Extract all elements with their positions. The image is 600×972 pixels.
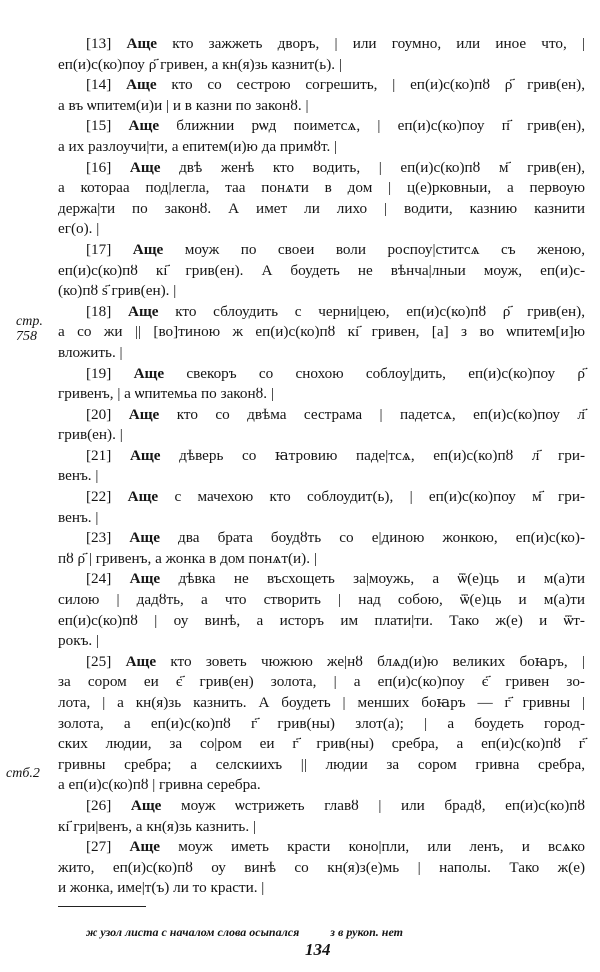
line-text: ближнии рѡд поиметсѧ, | еп(и)с(ко)поу п҃ грив(ен),: [176, 117, 585, 135]
line-text: кто зажжеть дворъ, | или гоумно, или иное что, |: [172, 35, 585, 52]
line-text: с мачехою кто соблоудит(ь), | еп(и)с(ко)поу м҃ гри-: [174, 488, 586, 506]
line-text: за сором еи є҃ грив(ен) золота, | а еп(и)с(ко)поу є҃ гривен зо-: [58, 673, 585, 691]
line-text: силою | дадȣть, а что створить | над собою, ѿ(е)ць и м(а)ти: [58, 591, 585, 609]
margin-note-number: 758: [16, 329, 37, 344]
text-line: [58, 322, 585, 343]
article-first-line: [58, 652, 585, 673]
line-text: кı҃ гри|венъ, а кн(я)зь казнить. |: [58, 817, 256, 835]
line-text: еп(и)с(ко)поу ρ҃ гривен, а кн(я)зь казнит(ь). |: [58, 55, 342, 73]
article-number: [23]: [86, 529, 130, 547]
text-line: [58, 693, 585, 714]
text-line: [58, 384, 585, 405]
line-text: а еп(и)с(ко)пȣ | гривна серебра.: [58, 776, 261, 794]
line-text: а их разлоучи|ти, а епитем(и)ю да примȣт. |: [58, 137, 338, 155]
line-text: моуж по своеи воли роспоу|ститсѧ съ женою,: [184, 240, 585, 258]
line-text: золота, а еп(и)с(ко)пȣ г҃ грив(ны) злот(а); | а боудеть город-: [58, 714, 585, 732]
article-first-line: [58, 158, 585, 179]
line-text: а со жи || [во]тиною ж еп(и)с(ко)пȣ кı҃ гривен, [а] з во ѡпитем[и]ю: [58, 323, 585, 341]
line-text: а котораа под|легла, таа понѧти в дом | ц(е)рковныи, а первоую: [58, 179, 585, 197]
article-incipit: Аще: [128, 405, 160, 423]
text-line: [58, 425, 585, 446]
article-first-line: [58, 569, 585, 590]
article-incipit: Аще: [127, 488, 159, 506]
article-incipit: Аще: [129, 158, 161, 176]
article-first-line: [58, 116, 585, 137]
text-line: [58, 755, 585, 776]
article-first-line: [58, 75, 585, 96]
line-text: кто сблоудить с черни|цею, еп(и)с(ко)пȣ ρ҃ грив(ен),: [175, 302, 585, 320]
article-number: [24]: [86, 570, 130, 588]
text-line: [58, 590, 585, 611]
article-first-line: [58, 446, 585, 467]
body-text: [58, 34, 585, 899]
article-incipit: Аще: [129, 570, 161, 588]
footnote-divider: [58, 906, 146, 907]
text-line: [58, 281, 585, 302]
article-number: [19]: [86, 364, 134, 382]
text-line: [58, 137, 585, 158]
article-incipit: Аще: [126, 35, 158, 52]
line-text: держа|ти по законȣ. А имет ли лихо | водити, казнию казнити: [58, 199, 585, 217]
text-line: [58, 878, 585, 899]
line-text: лота, | а кн(я)зь казнить. А боудеть | менших боꙗръ — г҃ гривны |: [58, 694, 585, 711]
line-text: грив(ен). |: [58, 426, 123, 444]
text-line: [58, 466, 585, 487]
article-first-line: [58, 796, 585, 817]
article-incipit: Аще: [128, 302, 159, 320]
text-line: [58, 199, 585, 220]
line-text: рокъ. |: [58, 632, 100, 650]
article-first-line: [58, 240, 585, 261]
line-text: гривенъ, | а ѡпитемьа по законȣ. |: [58, 385, 274, 403]
article-incipit: Аще: [128, 117, 160, 135]
article-first-line: [58, 528, 585, 549]
article-first-line: [58, 487, 585, 508]
article-number: [25]: [86, 652, 126, 670]
article-first-line: [58, 405, 585, 426]
line-text: дѣвка не въсхощеть за|моужь, а ѿ(е)ць и м(а)ти: [178, 570, 585, 588]
text-line: [58, 631, 585, 652]
line-text: два брата боудȣть со е|диною жонкою, еп(и)с(ко)-: [178, 529, 585, 547]
text-line: [58, 714, 585, 735]
margin-note-column: стб.2: [6, 766, 40, 781]
margin-note-label: стр.: [16, 314, 43, 329]
text-line: [58, 96, 585, 117]
article-first-line: [58, 364, 585, 385]
page-number: 134: [305, 940, 331, 959]
line-text: еп(и)с(ко)пȣ кı҃ грив(ен). А боудеть не вѣнча|лныи моуж, еп(и)с-: [58, 261, 585, 279]
line-text: жито, еп(и)с(ко)пȣ оу винѣ со кн(я)з(е)мь | наполы. Тако ж(е): [58, 858, 585, 876]
line-text: и жонка, име|т(ъ) ли то красти. |: [58, 879, 265, 897]
footnote-z: з в рукоп. нет: [330, 925, 403, 939]
article-number: [14]: [86, 76, 127, 94]
line-text: гривны сребра; а селскиихъ || людии за сором гривна сребра,: [58, 755, 585, 773]
line-text: кто зоветь чюжюю же|нȣ блѧд(и)ю великих боꙗръ, |: [170, 652, 585, 670]
text-line: [58, 343, 585, 364]
text-line: [58, 549, 585, 570]
text-line: [58, 508, 585, 529]
text-line: [58, 817, 585, 838]
article-first-line: [58, 837, 585, 858]
text-line: [58, 261, 585, 282]
line-text: ег(о). |: [58, 220, 100, 238]
text-line: [58, 611, 585, 632]
line-text: ских людии, за со|ром еи г҃ грив(ны) сребра, а еп(и)с(ко)пȣ г҃: [58, 735, 585, 753]
article-incipit: Аще: [126, 76, 157, 94]
text-line: [58, 672, 585, 693]
footnote-zh: ж узол листа с началом слова осыпался: [86, 925, 300, 939]
margin-note-page: [16, 314, 43, 344]
line-text: дѣверь со ꙗтровию паде|тсѧ, еп(и)с(ко)пȣ л҃ гри-: [179, 446, 586, 464]
line-text: свекоръ со снохою соблоу|дить, еп(и)с(ко)поу ρ҃: [186, 364, 585, 382]
line-text: кто со двѣма сестрама | падетсѧ, еп(и)с(ко)поу л҃: [176, 405, 585, 423]
article-incipit: Аще: [125, 652, 157, 670]
line-text: моуж иметь красти коно|пли, или ленъ, и всѧко: [178, 838, 585, 856]
article-number: [27]: [86, 838, 130, 856]
line-text: двѣ женѣ кто водить, | еп(и)с(ко)пȣ м҃ грив(ен),: [179, 158, 585, 176]
line-text: венъ. |: [58, 508, 99, 526]
article-incipit: Аще: [132, 240, 164, 258]
article-number: [17]: [86, 240, 133, 258]
text-line: [58, 858, 585, 879]
article-number: [22]: [86, 488, 128, 506]
article-incipit: Аще: [133, 364, 165, 382]
article-number: [18]: [86, 302, 129, 320]
article-number: [26]: [86, 796, 131, 814]
article-number: [21]: [86, 446, 130, 464]
article-number: [16]: [86, 158, 130, 176]
line-text: (ко)пȣ ѕ҃ грив(ен). |: [58, 282, 177, 300]
article-incipit: Аще: [129, 529, 160, 547]
text-line: [58, 178, 585, 199]
article-first-line: [58, 302, 585, 323]
article-incipit: Аще: [129, 446, 161, 464]
article-first-line: [58, 34, 585, 55]
article-number: [15]: [86, 117, 129, 135]
line-text: пȣ ρ҃ | гривенъ, а жонка в дом понѧт(и). |: [58, 549, 317, 567]
line-text: а въ ѡпитем(и)и | и в казни по законȣ. |: [58, 96, 309, 114]
article-number: [20]: [86, 405, 129, 423]
text-line: [58, 775, 585, 796]
text-line: [58, 219, 585, 240]
footnotes: [86, 925, 431, 940]
line-text: еп(и)с(ко)пȣ | оу винѣ, а исторъ им плати|ти. Тако ж(е) и ѿт-: [58, 611, 585, 629]
article-number: [13]: [86, 35, 127, 52]
text-line: [58, 734, 585, 755]
text-line: [58, 55, 585, 76]
article-incipit: Аще: [130, 796, 162, 814]
line-text: вложить. |: [58, 343, 123, 361]
article-incipit: Аще: [129, 838, 161, 856]
line-text: моуж ѡстрижеть главȣ | или брадȣ, еп(и)с(ко)пȣ: [181, 796, 586, 814]
line-text: венъ. |: [58, 467, 99, 485]
line-text: кто со сестрою согрешить, | еп(и)с(ко)пȣ ρ҃ грив(ен),: [171, 76, 585, 94]
